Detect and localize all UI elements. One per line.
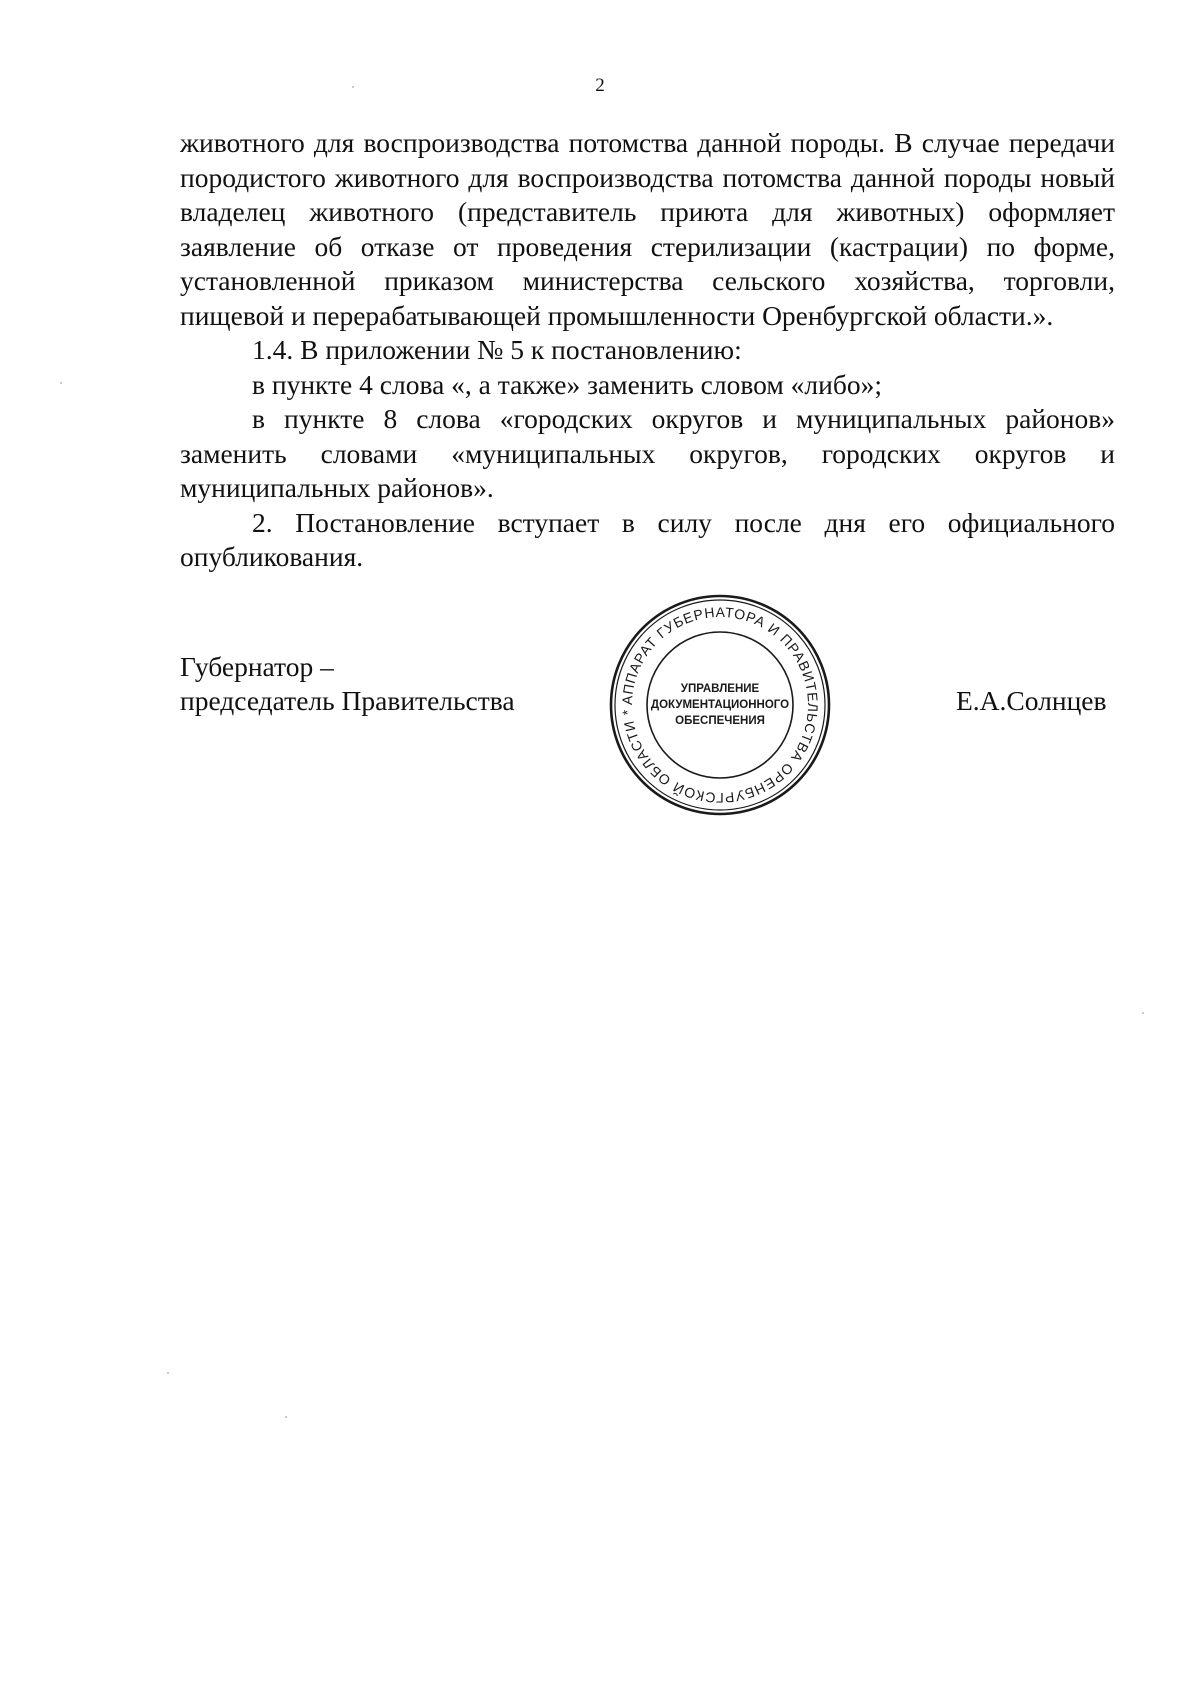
- scan-speck: [285, 1416, 287, 1418]
- paragraph-item-2: 2. Постановление вступает в силу после дня его официального опубликования.: [180, 506, 1115, 572]
- paragraph-point-4: в пункте 4 слова «, а также» заменить словом «либо»;: [252, 368, 882, 400]
- document-body: [180, 126, 1115, 575]
- paragraph-point-8: в пункте 8 слова «городских округов и муниципальных районов» заменить словами «муниципальных округов, городских округов и муниципальных районов».: [180, 403, 1115, 503]
- signatory-title-line-1: Губернатор –: [180, 651, 334, 682]
- scan-speck: [167, 1372, 169, 1374]
- official-seal: [605, 590, 835, 820]
- signatory-name: Е.А.Солнцев: [956, 685, 1107, 716]
- seal-center-line-1: УПРАВЛЕНИЕ: [680, 683, 760, 695]
- seal-center-line-3: ОБЕСПЕЧЕНИЯ: [675, 715, 765, 727]
- paragraph-item-1-4: 1.4. В приложении № 5 к постановлению:: [252, 334, 742, 365]
- signatory-title: [180, 650, 515, 718]
- scan-speck: [352, 86, 354, 88]
- page-number: 2: [595, 75, 605, 96]
- paragraph-continuation: животного для воспроизводства потомства данной породы. В случае передачи породистого животного для воспроизводства потомства данной породы новый владелец животного (представитель приюта для животных) оформляет заявление об отказе от проведения стерилизации (кастрации) по форме, установленной приказом министерства сельского хозяйства, торговли, пищевой и перерабатывающей промышленности Оренбургской области.».: [180, 127, 1115, 331]
- scan-speck: [1142, 1012, 1144, 1014]
- signatory-title-line-2: председатель Правительства: [180, 685, 515, 716]
- seal-ring-text: АППАРАТ ГУБЕРНАТОРА И ПРАВИТЕЛЬСТВА ОРЕНБУРГСКОЙ ОБЛАСТИ *: [618, 603, 822, 807]
- scan-speck: [60, 382, 62, 384]
- seal-center-line-2: ДОКУМЕНТАЦИОННОГО: [650, 699, 790, 711]
